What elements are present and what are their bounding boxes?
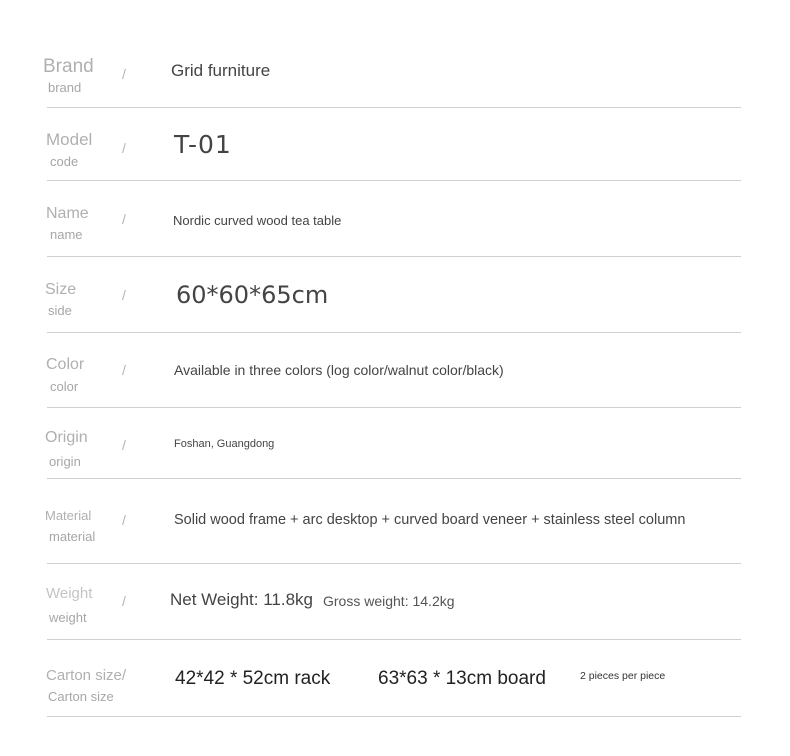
model-value: T-01 xyxy=(174,130,232,159)
origin-sublabel: origin xyxy=(49,454,81,469)
divider xyxy=(47,639,741,640)
divider xyxy=(47,478,741,479)
origin-label: Origin xyxy=(45,429,88,446)
color-slash: / xyxy=(122,362,126,378)
divider xyxy=(47,407,741,408)
carton-rack-value: 42*42 * 52cm rack xyxy=(175,668,331,689)
model-label: Model xyxy=(46,130,93,149)
size-sublabel: side xyxy=(48,303,72,318)
divider xyxy=(47,563,741,564)
gross-weight-value: Gross weight: 14.2kg xyxy=(323,593,455,609)
size-label: Size xyxy=(45,281,77,298)
net-weight-value: Net Weight: 11.8kg xyxy=(170,590,314,609)
divider xyxy=(47,332,741,333)
name-label: Name xyxy=(46,205,89,222)
model-slash: / xyxy=(122,140,126,156)
material-value: Solid wood frame + arc desktop + curved board veneer + stainless steel column xyxy=(174,512,686,528)
brand-label: Brand xyxy=(43,56,94,77)
model-sublabel: code xyxy=(50,154,79,169)
color-label: Color xyxy=(46,356,85,373)
weight-slash: / xyxy=(122,593,126,609)
weight-sublabel: weight xyxy=(49,610,87,625)
name-sublabel: name xyxy=(50,227,83,242)
divider xyxy=(47,256,741,257)
name-slash: / xyxy=(122,211,126,227)
carton-size-label: Carton size/ xyxy=(46,667,127,684)
brand-sublabel: brand xyxy=(48,80,82,95)
size-value: 60*60*65cm xyxy=(176,281,329,309)
color-value: Available in three colors (log color/walnut color/black) xyxy=(174,362,504,378)
carton-board-value: 63*63 * 13cm board xyxy=(378,668,546,689)
name-value: Nordic curved wood tea table xyxy=(173,213,342,228)
brand-value: Grid furniture xyxy=(171,61,271,80)
divider xyxy=(47,107,741,108)
brand-slash: / xyxy=(122,66,126,82)
carton-pieces-note: 2 pieces per piece xyxy=(580,670,666,682)
divider xyxy=(47,716,741,717)
divider xyxy=(47,180,741,181)
origin-value: Foshan, Guangdong xyxy=(174,438,275,450)
material-sublabel: material xyxy=(49,529,96,544)
material-label: Material xyxy=(45,508,92,523)
weight-label: Weight xyxy=(46,585,93,602)
material-slash: / xyxy=(122,512,126,528)
color-sublabel: color xyxy=(50,379,79,394)
origin-slash: / xyxy=(122,437,126,453)
size-slash: / xyxy=(122,287,126,303)
carton-size-sublabel: Carton size xyxy=(48,689,114,704)
